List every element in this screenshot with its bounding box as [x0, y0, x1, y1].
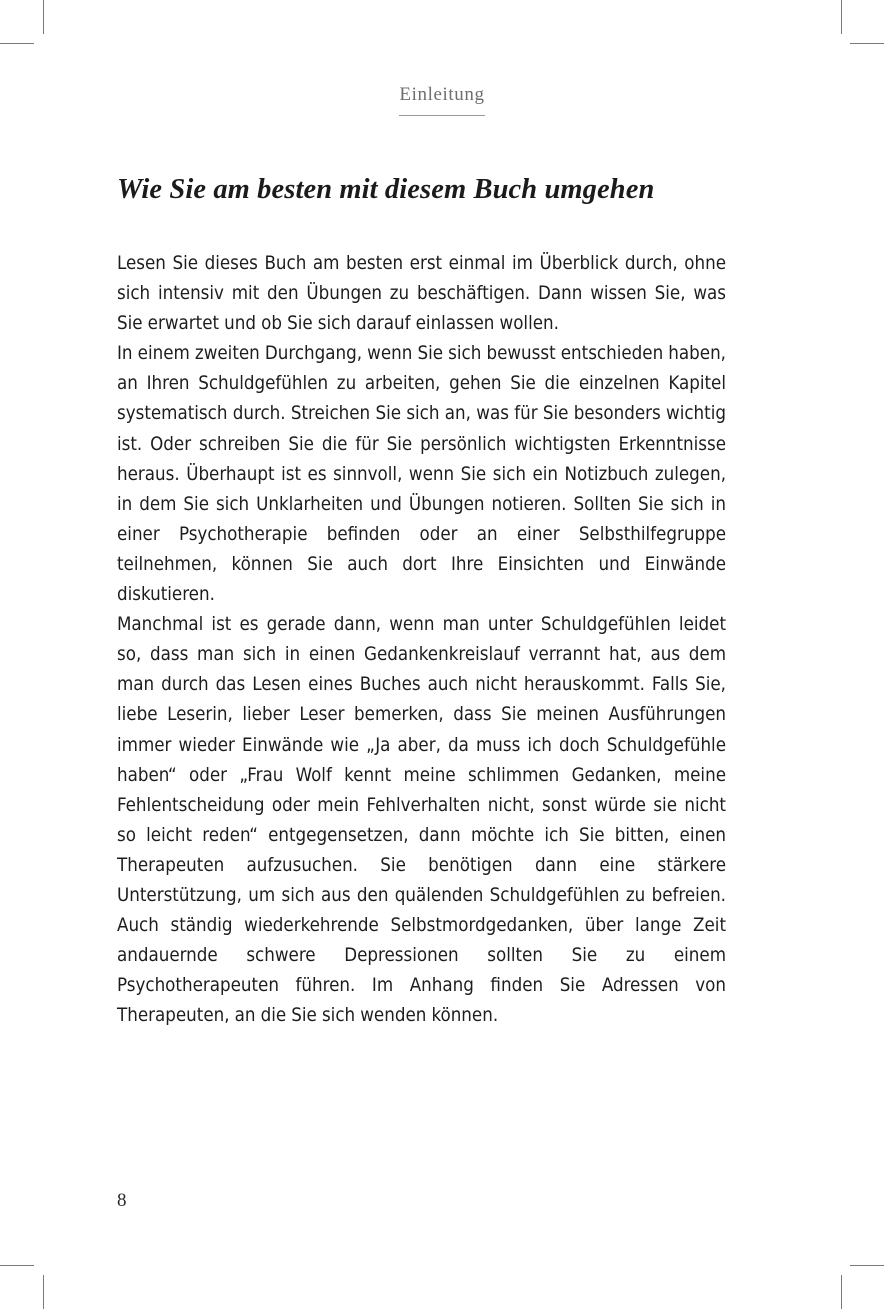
running-head: [0, 84, 884, 116]
crop-mark-top-left-horizontal: [0, 43, 34, 44]
crop-mark-top-right-vertical: [841, 0, 842, 34]
section-title: Wie Sie am besten mit diesem Buch umgehen: [117, 174, 655, 205]
body-paragraph: In einem zweiten Durchgang, wenn Sie sich bewusst entschieden haben, an Ihren Schuldgefühlen zu arbeiten, gehen Sie die einzelnen Kapitel systematisch durch. Streichen Sie sich an, was für Sie besonders wichtig ist. Oder schreiben Sie die für Sie persönlich wichtigsten Erkenntnisse heraus. Überhaupt ist es sinnvoll, wenn Sie sich ein Notizbuch zulegen, in dem Sie sich Unklarheiten und Übungen notieren. Sollten Sie sich in einer Psychotherapie befinden oder an einer Selbsthilfegruppe teilnehmen, können Sie auch dort Ihre Einsichten und Einwände diskutieren.: [117, 343, 726, 606]
crop-mark-bottom-right-vertical: [841, 1275, 842, 1309]
body-paragraph: Manchmal ist es gerade dann, wenn man unter Schuldgefühlen leidet so, dass man sich in einen Gedankenkreislauf verrannt hat, aus dem man durch das Lesen eines Buches auch nicht herauskommt. Falls Sie, liebe Leserin, lieber Leser bemerken, dass Sie meinen Ausführungen immer wieder Einwände wie „Ja aber, da muss ich doch Schuldgefühle haben“ oder „Frau Wolf kennt meine schlimmen Gedanken, meine Fehlentscheidung oder mein Fehlverhalten nicht, sonst würde sie nicht so leicht reden“ entgegensetzen, dann möchte ich Sie bitten, einen Therapeuten aufzusuchen. Sie benötigen dann eine stärkere Unterstützung, um sich aus den quälenden Schuldgefühlen zu befreien. Auch ständig wiederkehrende Selbstmordgedanken, über lange Zeit andauernde schwere Depressionen sollten Sie zu einem Psychotherapeuten führen. Im Anhang finden Sie Adressen von Therapeuten, an die Sie sich wenden können.: [117, 614, 726, 1027]
page-number: 8: [117, 1190, 127, 1211]
running-head-label: Einleitung: [399, 84, 484, 116]
body-paragraph: Lesen Sie dieses Buch am besten erst einmal im Überblick durch, ohne sich intensiv mit den Übungen zu beschäftigen. Dann wissen Sie, was Sie erwartet und ob Sie sich darauf einlassen wollen.: [117, 253, 726, 335]
crop-mark-bottom-left-horizontal: [0, 1265, 34, 1266]
crop-mark-bottom-right-horizontal: [850, 1265, 884, 1266]
crop-mark-top-right-horizontal: [850, 43, 884, 44]
crop-mark-top-left-vertical: [43, 0, 44, 34]
text-column: [117, 173, 726, 1031]
crop-mark-bottom-left-vertical: [43, 1275, 44, 1309]
